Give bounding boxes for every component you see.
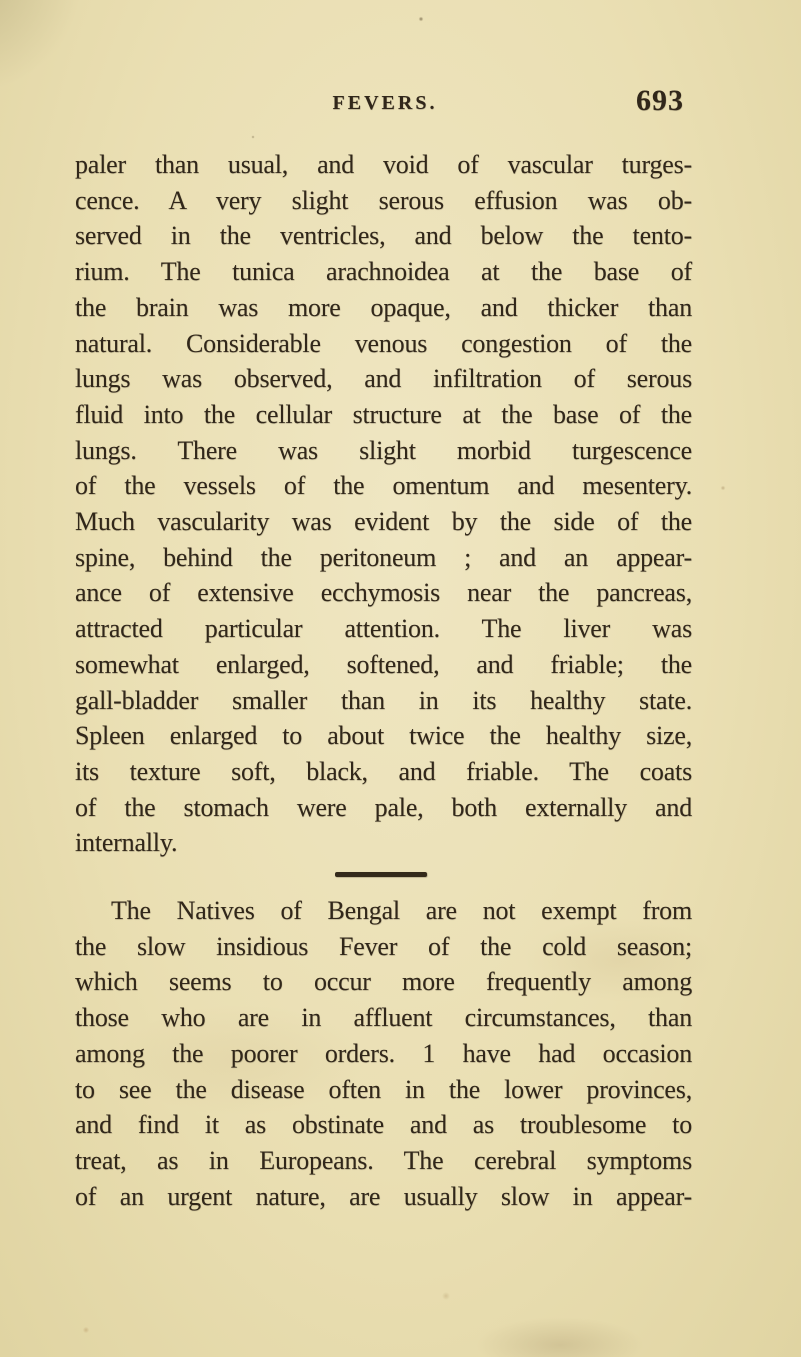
text-line: Spleen enlarged to about twice the healthy size, [75, 721, 692, 751]
text-line: of the stomach were pale, both externally and [75, 792, 692, 822]
text-line: which seems to occur more frequently among [75, 967, 692, 997]
text-line: natural. Considerable venous congestion of the [75, 328, 692, 358]
text-line: gall-bladder smaller than in its healthy state. [75, 685, 692, 715]
text-line: spine, behind the peritoneum ; and an appear- [75, 542, 692, 572]
text-line: treat, as in Europeans. The cerebral symptoms [75, 1145, 692, 1175]
text-line: cence. A very slight serous effusion was ob- [75, 185, 692, 215]
section-separator-rule [335, 872, 427, 877]
paragraph-natives-of-bengal [75, 893, 692, 1214]
paragraph-autopsy-findings [75, 147, 692, 861]
text-line: internally. [75, 828, 178, 858]
text-line: those who are in affluent circumstances, than [75, 1003, 692, 1033]
text-line: rium. The tunica arachnoidea at the base of [75, 257, 692, 287]
text-line: served in the ventricles, and below the tento- [75, 221, 692, 251]
text-line: among the poorer orders. 1 have had occasion [75, 1038, 692, 1068]
text-line: The Natives of Bengal are not exempt from [111, 896, 692, 926]
text-line: lungs. There was slight morbid turgescence [75, 435, 692, 465]
text-line: Much vascularity was evident by the side of the [75, 507, 692, 537]
text-line: to see the disease often in the lower provinces, [75, 1074, 692, 1104]
text-line: somewhat enlarged, softened, and friable; the [75, 649, 692, 679]
text-line: lungs was observed, and infiltration of serous [75, 364, 692, 394]
text-line: paler than usual, and void of vascular turges- [75, 150, 692, 179]
text-line: of an urgent nature, are usually slow in appear- [75, 1181, 692, 1211]
text-line: fluid into the cellular structure at the base of the [75, 399, 692, 429]
text-line: its texture soft, black, and friable. The coats [75, 756, 692, 786]
text-line: attracted particular attention. The liver was [75, 614, 692, 644]
text-line: of the vessels of the omentum and mesentery. [75, 471, 692, 501]
text-line: and find it as obstinate and as troublesome to [75, 1110, 692, 1140]
page-number: 693 [636, 84, 684, 117]
text-line: the brain was more opaque, and thicker than [75, 292, 692, 322]
body-text [75, 147, 692, 1214]
text-line: the slow insidious Fever of the cold season; [75, 931, 692, 961]
running-title: FEVERS. [332, 92, 438, 114]
text-line: ance of extensive ecchymosis near the pancreas, [75, 578, 692, 608]
